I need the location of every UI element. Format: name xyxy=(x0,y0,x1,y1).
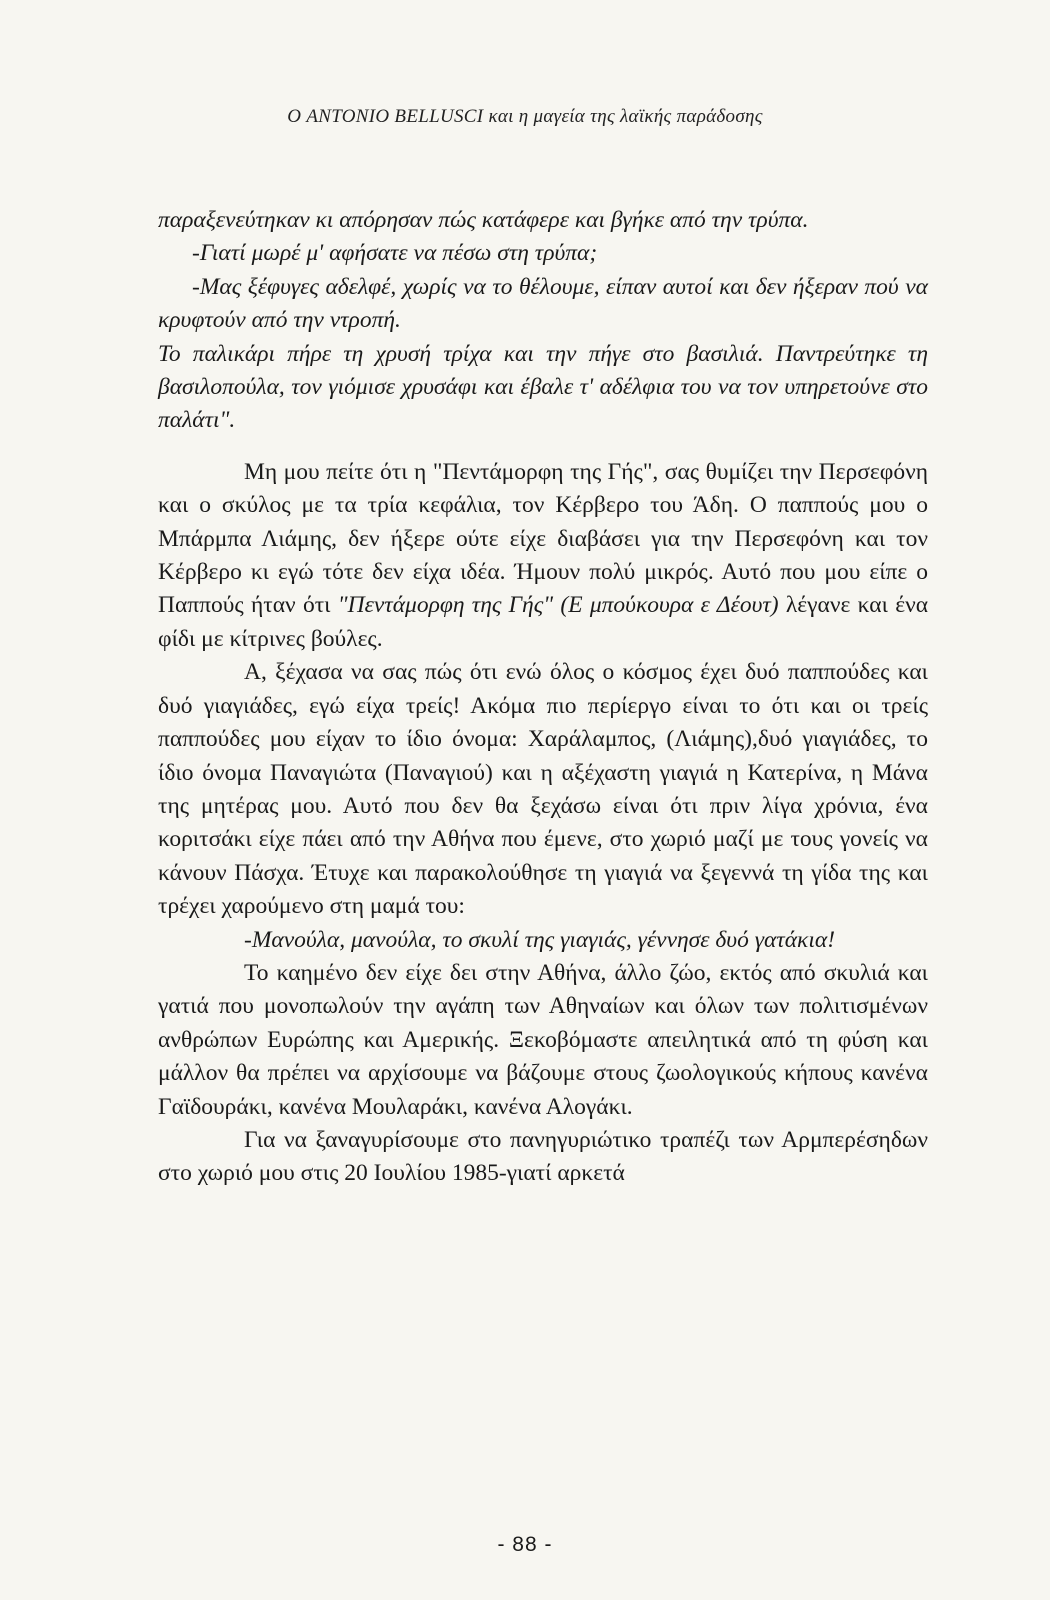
text-run: Μη μου πείτε ότι η "Πεντάμορφη της Γής", σας θυμίζει την Περσεφόνη και ο σκύλος με τα τρία κεφάλια, τον Κέρβερο του Άδη. Ο παππούς μου ο Μπάρμπα Λιάμης, δεν ήξερε ούτε είχε διαβάσει για την Περσεφόνη και τον Κέρβερο κι εγώ τότε δεν είχα ιδέα. Ήμουν πολύ μικρός. Αυτό που μου είπε ο Παππούς ήταν ότι xyxy=(158,458,928,619)
story-paragraph: Το παλικάρι πήρε τη χρυσή τρίχα και την πήγε στο βασιλιά. Παντρεύτηκε τη βασιλοπούλα, τον γιόμισε χρυσάφι και έβαλε τ' αδέλφια του να τον υπηρετούνε στο παλάτι". xyxy=(158,340,928,434)
body-paragraph xyxy=(158,456,928,656)
body-paragraph: Το καημένο δεν είχε δει στην Αθήνα, άλλο ζώο, εκτός από σκυλιά και γατιά που μονοπωλούν την αγάπη των Αθηναίων και όλων των πολιτισμένων ανθρώπων Ευρώπης και Αμερικής. Ξεκοβόμαστε απειλητικά από τη φύση και μάλλον θα πρέπει να αρχίσουμε να βάζουμε στους ζωολογικούς κήπους κανένα Γαϊδουράκι, κανένα Μουλαράκι, κανένα Αλογάκι. xyxy=(158,959,928,1120)
story-paragraph: παραξενεύτηκαν κι απόρησαν πώς κατάφερε και βγήκε από την τρύπα. xyxy=(158,207,809,233)
paragraph-gap xyxy=(158,438,928,456)
body-paragraph: Για να ξαναγυρίσουμε στο πανηγυριώτικο τραπέζι των Αρμπερέσηδων στο χωριό μου στις 20 Ιουλίου 1985-γιατί αρκετά xyxy=(158,1126,928,1187)
body-paragraph: Α, ξέχασα να σας πώς ότι ενώ όλος ο κόσμος έχει δυό παππούδες και δυό γιαγιάδες, εγώ είχα τρείς! Ακόμα πιο περίεργο είναι το ότι και οι τρείς παππούδες μου είχαν το ίδιο όνομα: Χαράλαμπος, (Λιάμης),δυό γιαγιάδες, το ίδιο όνομα Παναγιώτα (Παναγιού) και η αξέχαστη γιαγιά η Κατερίνα, η Μάνα της μητέρας μου. Αυτό που δεν θα ξεχάσω είναι ότι πριν λίγα χρόνια, ένα κοριτσάκι είχε πάει από την Αθήνα που έμενε, στο χωριό μαζί με τους γονείς να κάνουν Πάσχα. Έτυχε και παρακολούθησε τη γιαγιά να ξεγεννά τη γίδα της και τρέχει χαρούμενο στη μαμά του: xyxy=(158,659,928,920)
text-run: λέγανε και ένα φίδι με κίτρινες βούλες. xyxy=(158,592,929,652)
page-number: - 88 - xyxy=(497,1533,553,1556)
page-body xyxy=(158,204,928,1191)
story-dialogue: -Μας ξέφυγες αδελφέ, χωρίς να το θέλουμε, είπαν αυτοί και δεν ήξεραν πού να κρυφτούν από την ντροπή. xyxy=(158,273,928,334)
story-dialogue: -Γιατί μωρέ μ' αφήσατε να πέσω στη τρύπα; xyxy=(192,240,598,267)
quoted-speech: -Μανούλα, μανούλα, το σκυλί της γιαγιάς, γέννησε δυό γατάκια! xyxy=(244,926,836,953)
italic-quote: "Πεντάμορφη της Γής" (Ε μπούκουρα ε Δέουτ) xyxy=(337,592,779,619)
running-header: Ο ANTONIO BELLUSCI και η μαγεία της λαϊκής παράδοσης xyxy=(287,106,763,127)
